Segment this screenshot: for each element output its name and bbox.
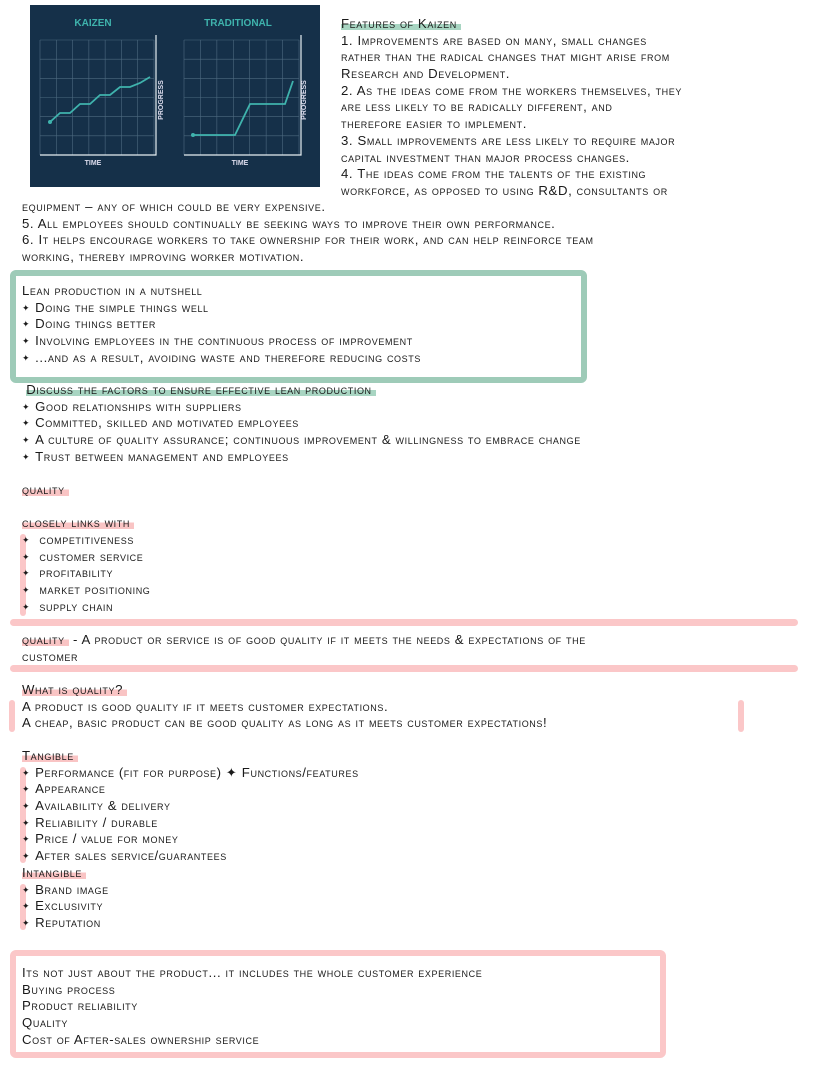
kaizen-line: Research and Development. xyxy=(341,66,511,82)
factors-section xyxy=(22,382,581,465)
link-item: profitability xyxy=(39,565,114,581)
experience-line: Quality xyxy=(22,1015,68,1031)
kaizen-line: 4. The ideas come from the talents of the existing xyxy=(341,166,647,182)
factor-item: Trust between management and employees xyxy=(35,448,289,464)
experience-line: Cost of After-sales ownership service xyxy=(22,1031,260,1047)
kaizen-line: 1. Improvements are based on many, small changes xyxy=(341,32,647,48)
bullet-icon: ✦ xyxy=(22,401,31,412)
bullet-icon: ✦ xyxy=(22,302,31,313)
what-heading: What is quality? xyxy=(22,682,127,697)
tangible-item: Price / value for money xyxy=(35,831,179,847)
bullet-icon: ✦ xyxy=(22,535,31,546)
lean-item: Involving employees in the continuous process of improvement xyxy=(35,333,413,349)
kaizen-features-cont xyxy=(22,199,594,266)
factor-item: Good relationships with suppliers xyxy=(35,398,242,414)
kaizen-line: 5. All employees should continually be seeking ways to improve their own performance. xyxy=(22,215,556,231)
bullet-icon: ✦ xyxy=(22,817,31,828)
kaizen-line: workforce, as opposed to using R&D, consultants or xyxy=(341,182,668,198)
bullet-icon: ✦ xyxy=(22,336,31,347)
bullet-icon: ✦ xyxy=(22,451,31,462)
tangible-heading: Tangible xyxy=(22,748,78,763)
kaizen-features xyxy=(341,16,682,200)
highlight-bar xyxy=(9,700,15,732)
tangible-item: Performance (fit for purpose) ✦ Functions/features xyxy=(35,764,359,780)
bullet-icon: ✦ xyxy=(22,884,31,895)
link-item: customer service xyxy=(39,548,144,564)
quality-links-section xyxy=(22,482,150,616)
definition-term: quality xyxy=(22,632,69,647)
kaizen-line: working, thereby improving worker motivation. xyxy=(22,249,305,265)
axis-line xyxy=(40,35,156,155)
kaizen-line: equipment – any of which could be very expensive. xyxy=(22,199,326,214)
experience-line: Product reliability xyxy=(22,998,138,1014)
intangible-item: Exclusivity xyxy=(35,898,104,914)
bullet-icon: ✦ xyxy=(22,551,31,562)
kaizen-x-label: TIME xyxy=(84,160,102,167)
bullet-icon: ✦ xyxy=(22,418,31,429)
kaizen-line xyxy=(50,77,150,122)
intangible-item: Reputation xyxy=(35,914,101,930)
bullet-icon: ✦ xyxy=(22,917,31,928)
bullet-icon: ✦ xyxy=(22,901,31,912)
traditional-y-label: PROGRESS xyxy=(301,80,308,120)
tangible-item: Availability & delivery xyxy=(35,798,171,814)
kaizen-heading: Features of Kaizen xyxy=(341,16,461,31)
intangible-item: Brand image xyxy=(35,881,109,897)
kaizen-line: 6. It helps encourage workers to take ownership for their work, and can help reinforce team xyxy=(22,232,594,248)
lean-section xyxy=(22,283,421,366)
traditional-x-label: TIME xyxy=(231,160,249,167)
bullet-icon: ✦ xyxy=(22,801,31,812)
bullet-icon: ✦ xyxy=(22,834,31,845)
quality-definition xyxy=(22,632,586,665)
kaizen-line: 3. Small improvements are less likely to require major xyxy=(341,132,676,148)
experience-section xyxy=(22,965,482,1048)
definition-text: customer xyxy=(22,648,79,664)
tangible-item: After sales service/guarantees xyxy=(35,848,227,864)
bullet-icon: ✦ xyxy=(22,568,31,579)
bullet-icon: ✦ xyxy=(22,851,31,862)
traditional-title: TRADITIONAL xyxy=(204,18,272,29)
bullet-icon: ✦ xyxy=(22,352,31,363)
bullet-icon: ✦ xyxy=(22,767,31,778)
link-item: market positioning xyxy=(39,582,151,598)
lean-heading: Lean production in a nutshell xyxy=(22,283,203,298)
axis-line xyxy=(184,35,301,155)
factors-heading: Discuss the factors to ensure effective lean production xyxy=(26,382,375,397)
experience-line: Buying process xyxy=(22,981,116,997)
kaizen-line: rather than the radical changes that might arise from xyxy=(341,49,670,65)
bullet-icon: ✦ xyxy=(22,435,31,446)
quality-heading: quality xyxy=(22,482,69,497)
lean-item: ...and as a result, avoiding waste and therefore reducing costs xyxy=(35,349,421,365)
experience-line: Its not just about the product... it includes the whole customer experience xyxy=(22,965,483,980)
bullet-icon: ✦ xyxy=(22,319,31,330)
kaizen-vs-traditional-figure xyxy=(30,5,320,187)
link-item: competitiveness xyxy=(39,532,134,548)
what-line: A cheap, basic product can be good quality as long as it meets customer expectations! xyxy=(22,715,548,731)
intangible-heading: Intangible xyxy=(22,865,86,880)
lean-item: Doing things better xyxy=(35,316,156,332)
lean-item: Doing the simple things well xyxy=(35,299,209,315)
tangible-item: Appearance xyxy=(35,781,106,797)
figure-svg xyxy=(30,5,320,187)
tangible-section xyxy=(22,748,359,932)
what-is-quality xyxy=(22,682,547,732)
kaizen-line: 2. As the ideas come from the workers themselves, they xyxy=(341,82,682,98)
bullet-icon: ✦ xyxy=(22,601,31,612)
factor-item: Committed, skilled and motivated employees xyxy=(35,415,299,431)
kaizen-line: capital investment than major process changes. xyxy=(341,149,630,165)
bullet-icon: ✦ xyxy=(22,585,31,596)
kaizen-line: therefore easier to implement. xyxy=(341,116,528,132)
what-line: A product is good quality if it meets customer expectations. xyxy=(22,698,389,714)
bullet-icon: ✦ xyxy=(22,784,31,795)
kaizen-title: KAIZEN xyxy=(74,18,112,29)
definition-text: - A product or service is of good quality if it meets the needs & expectations of the xyxy=(68,632,586,647)
traditional-line xyxy=(193,81,293,135)
links-heading: closely links with xyxy=(22,515,134,530)
kaizen-line: are less likely to be radically different, and xyxy=(341,99,613,115)
highlight-bar xyxy=(738,700,744,732)
factor-item: A culture of quality assurance; continuous improvement & willingness to embrace change xyxy=(35,432,581,448)
tangible-item: Reliability / durable xyxy=(35,814,158,830)
link-item: supply chain xyxy=(39,598,114,614)
divider xyxy=(10,619,798,626)
divider xyxy=(10,665,798,672)
kaizen-y-label: PROGRESS xyxy=(158,80,165,120)
